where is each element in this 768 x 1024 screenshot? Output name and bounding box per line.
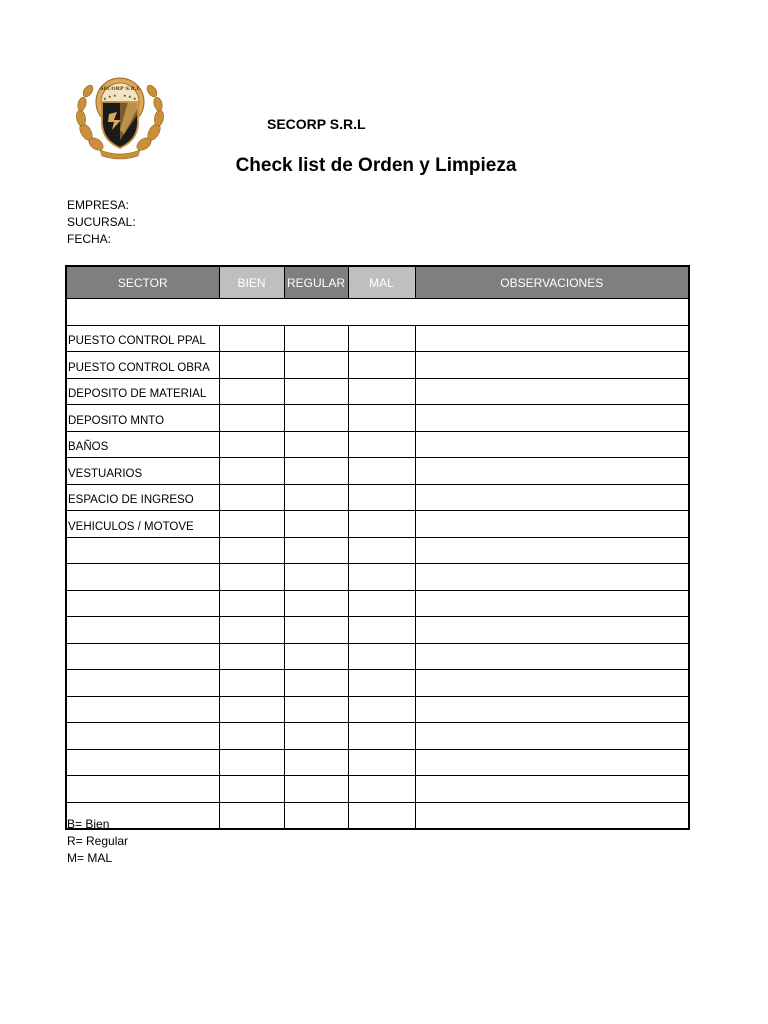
observaciones-cell[interactable] (415, 352, 689, 379)
bien-cell[interactable] (219, 617, 284, 644)
mal-cell[interactable] (348, 696, 415, 723)
observaciones-cell[interactable] (415, 378, 689, 405)
regular-cell[interactable] (284, 325, 348, 352)
bien-cell[interactable] (219, 484, 284, 511)
table-row (66, 670, 689, 697)
bien-cell[interactable] (219, 564, 284, 591)
sector-cell (66, 643, 219, 670)
mal-cell[interactable] (348, 643, 415, 670)
observaciones-cell[interactable] (415, 484, 689, 511)
form-fields (67, 197, 136, 248)
page-title: Check list de Orden y Limpieza (235, 155, 517, 176)
observaciones-cell[interactable] (415, 802, 689, 829)
mal-cell[interactable] (348, 511, 415, 538)
mal-cell[interactable] (348, 352, 415, 379)
sector-cell (66, 670, 219, 697)
table-row (66, 643, 689, 670)
mal-cell[interactable] (348, 749, 415, 776)
sector-cell: PUESTO CONTROL PPAL (66, 325, 219, 352)
table-row (66, 696, 689, 723)
regular-cell[interactable] (284, 749, 348, 776)
bien-cell[interactable] (219, 511, 284, 538)
observaciones-cell[interactable] (415, 511, 689, 538)
table-row (66, 749, 689, 776)
regular-cell[interactable] (284, 352, 348, 379)
svg-text:★: ★ (128, 94, 132, 99)
observaciones-cell[interactable] (415, 643, 689, 670)
sector-cell: VEHICULOS / MOTOVE (66, 511, 219, 538)
table-row (66, 802, 689, 829)
regular-cell[interactable] (284, 484, 348, 511)
regular-cell[interactable] (284, 537, 348, 564)
table-row (66, 537, 689, 564)
table-header-row (66, 266, 689, 299)
bien-cell[interactable] (219, 405, 284, 432)
regular-cell[interactable] (284, 590, 348, 617)
bien-cell[interactable] (219, 670, 284, 697)
table-row (66, 590, 689, 617)
svg-text:SECORP S.R.L: SECORP S.R.L (100, 86, 140, 92)
svg-text:★: ★ (108, 94, 112, 99)
legend-regular: R= Regular (67, 834, 129, 848)
regular-cell[interactable] (284, 802, 348, 829)
bien-cell[interactable] (219, 378, 284, 405)
header-regular: REGULAR (284, 266, 348, 299)
secorp-logo (72, 74, 168, 162)
mal-cell[interactable] (348, 431, 415, 458)
mal-cell[interactable] (348, 537, 415, 564)
header-sector: SECTOR (66, 266, 219, 299)
sector-cell (66, 590, 219, 617)
bien-cell[interactable] (219, 643, 284, 670)
mal-cell[interactable] (348, 617, 415, 644)
regular-cell[interactable] (284, 670, 348, 697)
bien-cell[interactable] (219, 590, 284, 617)
bien-cell[interactable] (219, 749, 284, 776)
header-observaciones: OBSERVACIONES (415, 266, 689, 299)
mal-cell[interactable] (348, 484, 415, 511)
regular-cell[interactable] (284, 617, 348, 644)
regular-cell[interactable] (284, 564, 348, 591)
observaciones-cell[interactable] (415, 325, 689, 352)
table-row (66, 484, 689, 511)
sector-cell (66, 617, 219, 644)
table-row (66, 617, 689, 644)
regular-cell[interactable] (284, 511, 348, 538)
sector-cell: DEPOSITO DE MATERIAL (66, 378, 219, 405)
sector-cell: PUESTO CONTROL OBRA (66, 352, 219, 379)
checklist-table (65, 265, 690, 830)
regular-cell[interactable] (284, 405, 348, 432)
regular-cell[interactable] (284, 643, 348, 670)
table-row (66, 458, 689, 485)
observaciones-cell[interactable] (415, 405, 689, 432)
sector-cell: BAÑOS (66, 431, 219, 458)
table-row (66, 431, 689, 458)
observaciones-cell[interactable] (415, 458, 689, 485)
bien-cell[interactable] (219, 723, 284, 750)
observaciones-cell[interactable] (415, 723, 689, 750)
empresa-label: EMPRESA: (67, 198, 130, 212)
sector-cell (66, 696, 219, 723)
observaciones-cell[interactable] (415, 749, 689, 776)
mal-cell[interactable] (348, 564, 415, 591)
sector-cell: VESTUARIOS (66, 458, 219, 485)
bien-cell[interactable] (219, 352, 284, 379)
observaciones-cell[interactable] (415, 617, 689, 644)
regular-cell[interactable] (284, 696, 348, 723)
mal-cell[interactable] (348, 723, 415, 750)
svg-text:★: ★ (123, 93, 127, 98)
sucursal-label: SUCURSAL: (67, 215, 136, 229)
sector-cell: DEPOSITO MNTO (66, 405, 219, 432)
observaciones-cell[interactable] (415, 431, 689, 458)
observaciones-cell[interactable] (415, 670, 689, 697)
mal-cell[interactable] (348, 458, 415, 485)
legend-bien: B= Bien (67, 817, 110, 831)
header-bien: BIEN (219, 266, 284, 299)
observaciones-cell[interactable] (415, 776, 689, 803)
mal-cell[interactable] (348, 325, 415, 352)
fecha-label: FECHA: (67, 232, 112, 246)
mal-cell[interactable] (348, 776, 415, 803)
bien-cell[interactable] (219, 537, 284, 564)
table-row (66, 325, 689, 352)
mal-cell[interactable] (348, 378, 415, 405)
bien-cell[interactable] (219, 696, 284, 723)
header-mal: MAL (348, 266, 415, 299)
bien-cell[interactable] (219, 458, 284, 485)
mal-cell[interactable] (348, 405, 415, 432)
sector-cell (66, 723, 219, 750)
observaciones-cell[interactable] (415, 590, 689, 617)
sector-cell (66, 776, 219, 803)
sector-cell (66, 537, 219, 564)
mal-cell[interactable] (348, 590, 415, 617)
regular-cell[interactable] (284, 776, 348, 803)
table-row (66, 405, 689, 432)
regular-cell[interactable] (284, 431, 348, 458)
bien-cell[interactable] (219, 802, 284, 829)
table-row (66, 564, 689, 591)
table-row (66, 723, 689, 750)
table-row (66, 378, 689, 405)
sector-cell (66, 564, 219, 591)
bien-cell[interactable] (219, 325, 284, 352)
regular-cell[interactable] (284, 723, 348, 750)
svg-text:★: ★ (103, 96, 107, 101)
company-name: SECORP S.R.L (267, 116, 366, 132)
bien-cell[interactable] (219, 431, 284, 458)
legend (67, 816, 128, 867)
observaciones-cell[interactable] (415, 564, 689, 591)
table-row (66, 352, 689, 379)
regular-cell[interactable] (284, 458, 348, 485)
sector-cell: ESPACIO DE INGRESO (66, 484, 219, 511)
regular-cell[interactable] (284, 378, 348, 405)
mal-cell[interactable] (348, 670, 415, 697)
svg-text:★: ★ (113, 93, 117, 98)
mal-cell[interactable] (348, 802, 415, 829)
table-row (66, 776, 689, 803)
table-row (66, 511, 689, 538)
bien-cell[interactable] (219, 776, 284, 803)
svg-text:★: ★ (133, 96, 137, 101)
sector-cell (66, 749, 219, 776)
legend-mal: M= MAL (67, 851, 113, 865)
observaciones-cell[interactable] (415, 537, 689, 564)
observaciones-cell[interactable] (415, 696, 689, 723)
